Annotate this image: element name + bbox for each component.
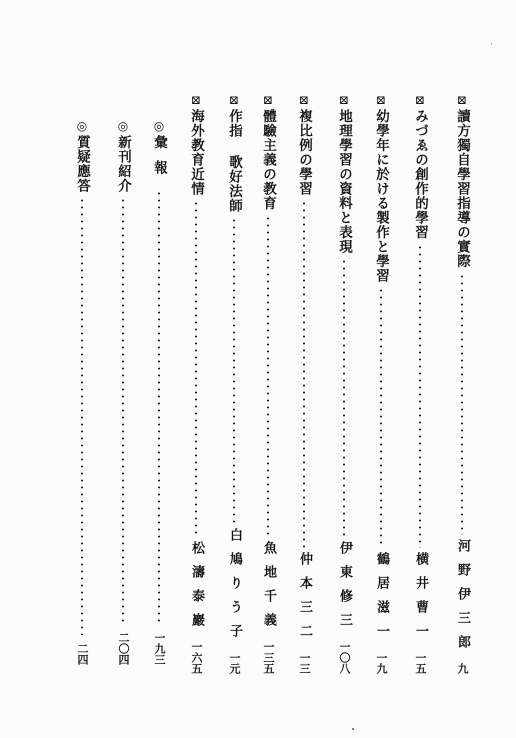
- entry-title: 質疑應答: [74, 135, 90, 193]
- dot-leader: [303, 200, 305, 548]
- entry-title: 海外教育近情: [188, 109, 204, 196]
- entry-page-number: 一〇八: [338, 641, 351, 674]
- entry-title: 複比例の學習: [296, 109, 312, 196]
- entry-title: 讀方獨自學習指導の實際: [454, 109, 470, 269]
- toc-entry: [72, 120, 92, 665]
- dot-leader: [122, 197, 124, 624]
- entry-author: 松濤泰巖: [189, 541, 204, 637]
- toc-entry: [149, 120, 169, 665]
- entry-title: 新刊紹介: [115, 135, 131, 193]
- boxed-cross-icon: ⊠: [262, 93, 274, 107]
- entry-page-number: 二〇四: [117, 632, 130, 665]
- toc-entry: [334, 94, 354, 674]
- dot-leader: [343, 258, 345, 537]
- entry-author: 鶴居滋一: [374, 552, 389, 648]
- toc-entry: [371, 94, 391, 674]
- toc-entry: [258, 94, 278, 674]
- dot-leader: [267, 215, 269, 538]
- toc-entry: [113, 120, 133, 665]
- entry-page-number: 二四: [76, 643, 89, 665]
- boxed-cross-icon: ⊠: [338, 93, 350, 107]
- entry-author: 魚地千義: [261, 541, 276, 637]
- entry-page-number: 一五: [414, 652, 427, 674]
- entry-page-number: 一六五: [190, 641, 203, 674]
- boxed-cross-icon: ⊠: [456, 93, 468, 107]
- scan-speck: [491, 43, 492, 44]
- dot-leader: [461, 273, 463, 536]
- entry-title: 彙報: [151, 135, 167, 186]
- dot-leader: [233, 217, 235, 524]
- dot-leader: [195, 200, 197, 537]
- toc-entry: [294, 94, 314, 674]
- entry-author: 横井曹一: [413, 552, 428, 648]
- entry-page-number: 一三五: [262, 641, 275, 674]
- dot-leader: [419, 244, 421, 549]
- dot-leader: [158, 190, 160, 624]
- toc-entry: [186, 94, 206, 674]
- entry-page-number: 九: [456, 663, 469, 674]
- double-circle-icon: ◎: [76, 119, 88, 133]
- toc-entry: [452, 94, 472, 674]
- dot-leader: [380, 287, 382, 548]
- boxed-cross-icon: ⊠: [228, 93, 240, 107]
- boxed-cross-icon: ⊠: [414, 93, 426, 107]
- boxed-cross-icon: ⊠: [190, 93, 202, 107]
- entry-page-number: 一元: [228, 652, 241, 674]
- boxed-cross-icon: ⊠: [298, 93, 310, 107]
- double-circle-icon: ◎: [117, 119, 129, 133]
- toc-entry: [410, 94, 430, 674]
- entry-title: 幼學年に於ける製作と學習: [373, 109, 389, 283]
- toc-entry: [224, 94, 244, 674]
- entry-page-number: 一九三: [153, 632, 166, 665]
- entry-page-number: 一三: [298, 652, 311, 674]
- scan-speck: [352, 728, 354, 730]
- double-circle-icon: ◎: [153, 119, 165, 133]
- dot-leader: [81, 197, 83, 635]
- boxed-cross-icon: ⊠: [375, 93, 387, 107]
- entry-author: 白鳩りう子: [227, 528, 242, 648]
- entry-title: 作指 歌好法師: [226, 109, 242, 213]
- entry-author: 河野伊三郎: [455, 539, 470, 659]
- entry-title: 體驗主義の教育: [260, 109, 276, 211]
- entry-title: みづゑの創作的學習: [412, 109, 428, 240]
- entry-title: 地理學習の資料と表現: [336, 109, 352, 254]
- entry-author: 伊東修三: [337, 541, 352, 637]
- entry-author: 仲本三二: [297, 552, 312, 648]
- entry-page-number: 一九: [375, 652, 388, 674]
